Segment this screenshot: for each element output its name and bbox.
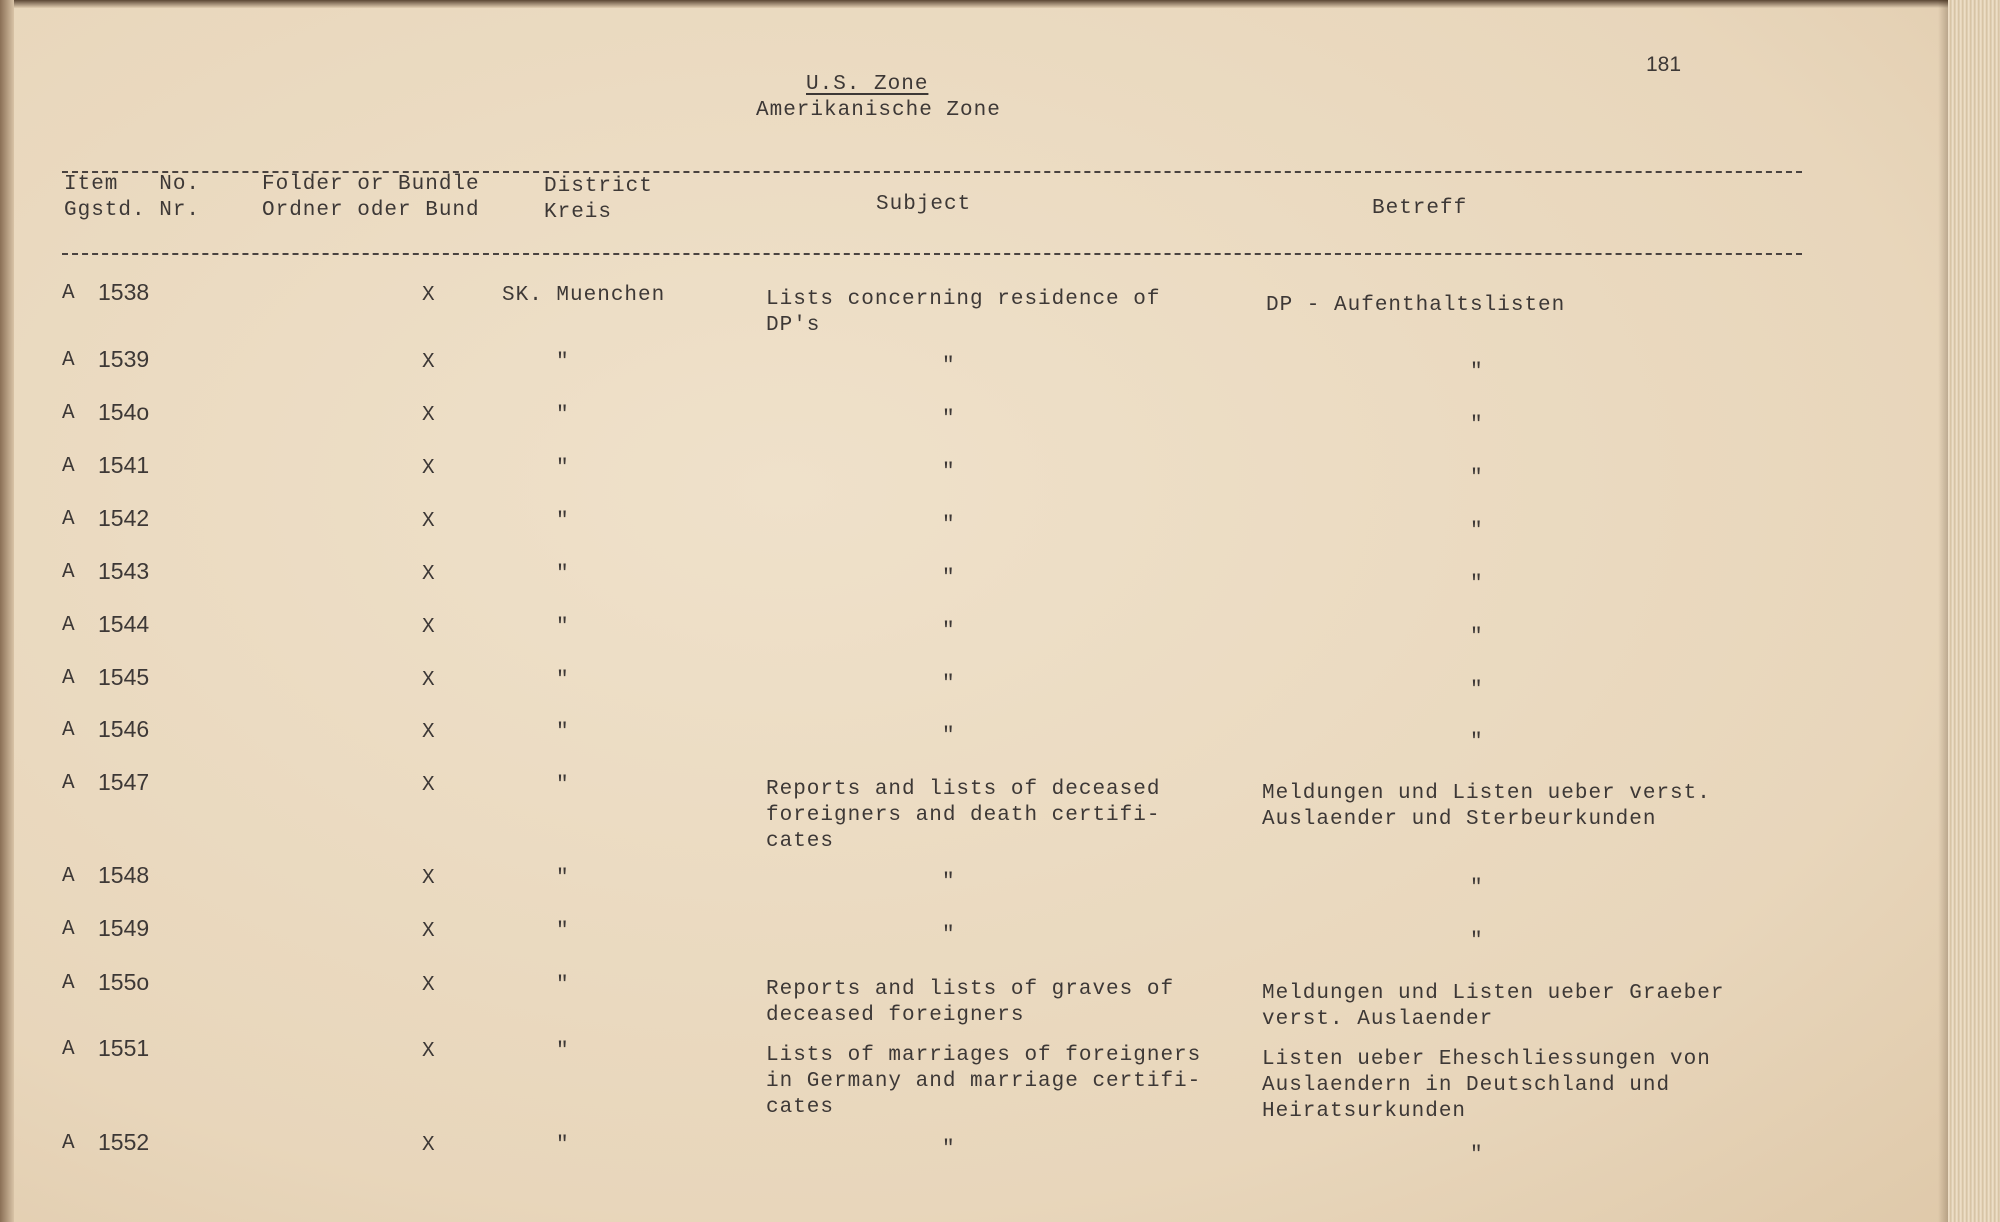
row-folder-mark: X — [422, 867, 436, 890]
row-item-number: 1539 — [98, 346, 150, 372]
row-betreff: " — [1470, 573, 1484, 596]
row-betreff: " — [1470, 467, 1484, 490]
row-folder-mark: X — [422, 284, 436, 307]
row-district: " — [556, 1134, 570, 1157]
row-betreff: " — [1470, 930, 1484, 953]
row-district: " — [556, 867, 570, 890]
page-left-edge — [0, 0, 14, 1222]
row-district: " — [556, 1040, 570, 1063]
row-subject: " — [942, 514, 956, 537]
row-subject: " — [942, 408, 956, 431]
row-subject: " — [942, 620, 956, 643]
row-betreff: Listen ueber Eheschliessungen von Auslaendern in Deutschland und Heiratsurkunden — [1262, 1048, 1711, 1123]
row-item-letter: A — [62, 865, 76, 888]
header-district: District Kreis — [544, 175, 653, 224]
row-item-number: 1552 — [98, 1129, 150, 1155]
row-item-letter: A — [62, 972, 76, 995]
header-subject: Subject — [876, 193, 972, 216]
row-betreff: Meldungen und Listen ueber Graeber verst. Auslaender — [1262, 982, 1725, 1031]
row-district: " — [556, 920, 570, 943]
row-folder-mark: X — [422, 774, 436, 797]
row-item-letter: A — [62, 918, 76, 941]
row-subject: Lists concerning residence of DP's — [766, 288, 1161, 337]
row-district: " — [556, 721, 570, 744]
row-subject: " — [942, 673, 956, 696]
row-item-number: 1545 — [98, 664, 150, 690]
row-item-number: 1538 — [98, 279, 150, 305]
row-folder-mark: X — [422, 1134, 436, 1157]
row-item-letter: A — [62, 1038, 76, 1061]
row-subject: " — [942, 461, 956, 484]
row-district: " — [556, 404, 570, 427]
page-title: U.S. Zone — [806, 73, 929, 96]
row-folder-mark: X — [422, 920, 436, 943]
row-district: " — [556, 563, 570, 586]
row-subject: " — [942, 355, 956, 378]
row-item-number: 1551 — [98, 1035, 150, 1061]
row-district: SK. Muenchen — [502, 284, 666, 307]
row-item-letter: A — [62, 1132, 76, 1155]
row-item-letter: A — [62, 614, 76, 637]
page-number: 181 — [1646, 53, 1682, 76]
header-item-no: Item No. Ggstd. Nr. — [64, 173, 201, 222]
row-subject: Reports and lists of deceased foreigners and death certifi- cates — [766, 778, 1161, 853]
row-district: " — [556, 616, 570, 639]
row-item-number: 1548 — [98, 862, 150, 888]
row-betreff: " — [1470, 520, 1484, 543]
page-subtitle: Amerikanische Zone — [756, 99, 1001, 122]
row-betreff: " — [1470, 877, 1484, 900]
row-folder-mark: X — [422, 457, 436, 480]
row-folder-mark: X — [422, 1040, 436, 1063]
row-item-number: 1544 — [98, 611, 150, 637]
row-folder-mark: X — [422, 721, 436, 744]
row-item-number: 1547 — [98, 769, 150, 795]
row-item-letter: A — [62, 772, 76, 795]
row-subject: Lists of marriages of foreigners in Germany and marriage certifi- cates — [766, 1044, 1202, 1119]
row-district: " — [556, 457, 570, 480]
row-betreff: " — [1470, 361, 1484, 384]
row-folder-mark: X — [422, 404, 436, 427]
row-item-letter: A — [62, 349, 76, 372]
row-folder-mark: X — [422, 974, 436, 997]
row-folder-mark: X — [422, 669, 436, 692]
page-top-edge — [0, 0, 1962, 8]
row-item-number: 1541 — [98, 452, 150, 478]
row-betreff: " — [1470, 731, 1484, 754]
row-subject: Reports and lists of graves of deceased foreigners — [766, 978, 1175, 1027]
row-betreff: " — [1470, 1144, 1484, 1167]
row-item-letter: A — [62, 508, 76, 531]
row-item-number: 1542 — [98, 505, 150, 531]
header-folder-bundle: Folder or Bundle Ordner oder Bund — [262, 173, 480, 222]
row-district: " — [556, 510, 570, 533]
header-betreff: Betreff — [1372, 197, 1468, 220]
row-item-letter: A — [62, 282, 76, 305]
row-betreff: " — [1470, 626, 1484, 649]
row-subject: " — [942, 1138, 956, 1161]
row-subject: " — [942, 871, 956, 894]
row-subject: " — [942, 924, 956, 947]
row-item-number: 1549 — [98, 915, 150, 941]
row-item-number: 1546 — [98, 716, 150, 742]
row-subject: " — [942, 567, 956, 590]
row-item-letter: A — [62, 719, 76, 742]
book-spine-edge — [1948, 0, 2000, 1222]
row-betreff: " — [1470, 414, 1484, 437]
row-item-letter: A — [62, 455, 76, 478]
row-folder-mark: X — [422, 616, 436, 639]
row-district: " — [556, 974, 570, 997]
row-district: " — [556, 774, 570, 797]
row-item-letter: A — [62, 402, 76, 425]
row-betreff: DP - Aufenthaltslisten — [1266, 294, 1566, 317]
row-item-number: 155o — [98, 969, 150, 995]
row-district: " — [556, 669, 570, 692]
row-folder-mark: X — [422, 351, 436, 374]
row-subject: " — [942, 725, 956, 748]
row-betreff: Meldungen und Listen ueber verst. Auslaender und Sterbeurkunden — [1262, 782, 1711, 831]
row-folder-mark: X — [422, 563, 436, 586]
row-district: " — [556, 351, 570, 374]
row-item-number: 154o — [98, 399, 150, 425]
row-item-number: 1543 — [98, 558, 150, 584]
row-betreff: " — [1470, 679, 1484, 702]
row-folder-mark: X — [422, 510, 436, 533]
header-rule-bottom — [62, 253, 1802, 255]
row-item-letter: A — [62, 561, 76, 584]
row-item-letter: A — [62, 667, 76, 690]
